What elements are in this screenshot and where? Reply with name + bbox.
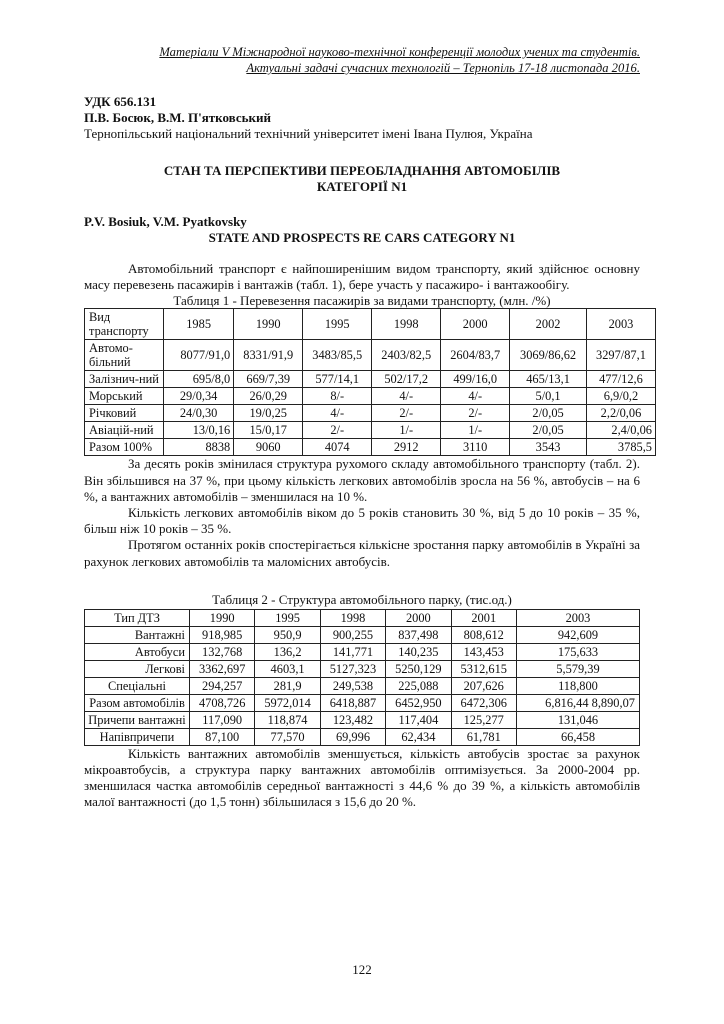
table-cell: 4074	[303, 439, 372, 456]
table-cell: 6,9/0,2	[586, 388, 655, 405]
english-title: STATE AND PROSPECTS RE CARS CATEGORY N1	[208, 230, 516, 245]
paragraph-car-age: Кількість легкових автомобілів віком до 5 років становить 30 %, від 5 до 10 років – 35 %, більш ніж 10 років – 35 %.	[84, 505, 640, 537]
table-cell: 3069/86,62	[510, 340, 587, 371]
table-cell: 5972,014	[255, 694, 320, 711]
header-cell: Тип ДТЗ	[85, 609, 190, 626]
table-cell: 5127,323	[320, 660, 385, 677]
table-cell: 837,498	[386, 626, 451, 643]
table-cell: 118,800	[516, 677, 639, 694]
table-cell: 950,9	[255, 626, 320, 643]
table-cell: 61,781	[451, 728, 516, 745]
authors: П.В. Босюк, В.М. П'ятковський	[84, 110, 271, 125]
table-cell: 2/0,05	[510, 422, 587, 439]
title-line-2: КАТЕГОРІЇ N1	[316, 179, 408, 194]
table-row	[85, 340, 656, 371]
table-cell: 3543	[510, 439, 587, 456]
table-row	[85, 388, 656, 405]
header-cell: 2002	[510, 309, 587, 340]
table-row	[85, 677, 640, 694]
row-label: Морський	[85, 388, 164, 405]
row-label: Автомо-більний	[85, 340, 164, 371]
header-cell: 1995	[303, 309, 372, 340]
table-cell: 2/-	[303, 422, 372, 439]
table-cell: 2,4/0,06	[586, 422, 655, 439]
table-cell: 1/-	[441, 422, 510, 439]
table-cell: 117,404	[386, 711, 451, 728]
header-line-2: Актуальні задачі сучасних технологій – Тернопіль 17-18 листопада 2016.	[246, 61, 640, 75]
table1-caption: Таблиця 1 - Перевезення пасажирів за видами транспорту, (млн. /%)	[173, 293, 551, 309]
table-cell: 6472,306	[451, 694, 516, 711]
table2-caption: Таблиця 2 - Структура автомобільного парку, (тис.од.)	[212, 591, 512, 607]
table-cell: 132,768	[190, 643, 255, 660]
table-cell: 175,633	[516, 643, 639, 660]
table-cell: 19/0,25	[234, 405, 303, 422]
table-cell: 8838	[164, 439, 234, 456]
table-cell: 502/17,2	[372, 371, 441, 388]
table-cell: 3362,697	[190, 660, 255, 677]
header-cell: 2000	[441, 309, 510, 340]
table-cell: 8331/91,9	[234, 340, 303, 371]
running-header	[84, 44, 640, 76]
table-cell: 118,874	[255, 711, 320, 728]
row-label: Річковий	[85, 405, 164, 422]
header-cell: 2001	[451, 609, 516, 626]
paragraph-fleet-growth: Протягом останніх років спостерігається кількісне зростання парку автомобілів в Україні за рахунок легкових автомобілів та маломісних автобусів.	[84, 537, 640, 569]
paragraph-intro: Автомобільний транспорт є найпоширенішим видом транспорту, який здійснює основну масу перевезень пасажирів і вантажів (табл. 1), бере участь у пасажиро- і вантажообігу.	[84, 261, 640, 293]
table-cell: 6452,950	[386, 694, 451, 711]
table-cell: 5,579,39	[516, 660, 639, 677]
table-header-row	[85, 609, 640, 626]
table-row	[85, 439, 656, 456]
paragraph-structure-change: За десять років змінилася структура рухомого складу автомобільного транспорту (табл. 2). Він збільшився на 37 %, при цьому кількість легкових автомобілів зросла на 56 %, автобусів – на 6 %, а вантажних автомобілів – зменшилася на 10 %.	[84, 456, 640, 504]
table-cell: 465/13,1	[510, 371, 587, 388]
row-label: Залізнич-ний	[85, 371, 164, 388]
table-cell: 24/0,30	[164, 405, 234, 422]
table-cell: 5/0,1	[510, 388, 587, 405]
row-label: Разом 100%	[85, 439, 164, 456]
table-cell: 3110	[441, 439, 510, 456]
paper-title	[84, 163, 640, 195]
header-cell: Вид транспорту	[85, 309, 164, 340]
table-cell: 6,816,44 8,890,07	[516, 694, 639, 711]
table-row	[85, 371, 656, 388]
table-cell: 4/-	[441, 388, 510, 405]
table-cell: 29/0,34	[164, 388, 234, 405]
table-vehicle-fleet	[84, 609, 640, 746]
table-cell: 8/-	[303, 388, 372, 405]
udk-code: УДК 656.131	[84, 94, 157, 109]
table-cell: 695/8,0	[164, 371, 234, 388]
table-cell: 131,046	[516, 711, 639, 728]
row-label: Спеціальні	[85, 677, 190, 694]
row-label: Легкові	[85, 660, 190, 677]
title-line-1: СТАН ТА ПЕРСПЕКТИВИ ПЕРЕОБЛАДНАННЯ АВТОМОБІЛІВ	[163, 163, 561, 178]
table-cell: 2/0,05	[510, 405, 587, 422]
table-cell: 87,100	[190, 728, 255, 745]
header-cell: 1998	[372, 309, 441, 340]
table-cell: 2,2/0,06	[586, 405, 655, 422]
table-cell: 2403/82,5	[372, 340, 441, 371]
table-cell: 499/16,0	[441, 371, 510, 388]
affiliation: Тернопільський національний технічний університет імені Івана Пулюя, Україна	[84, 126, 533, 141]
table-row	[85, 728, 640, 745]
row-label: Напівпричепи	[85, 728, 190, 745]
table-cell: 69,996	[320, 728, 385, 745]
table-row	[85, 711, 640, 728]
table-header-row	[85, 309, 656, 340]
table-cell: 9060	[234, 439, 303, 456]
table-row	[85, 405, 656, 422]
table-row	[85, 694, 640, 711]
row-label: Причепи вантажні	[85, 711, 190, 728]
header-cell: 1998	[320, 609, 385, 626]
table-cell: 4708,726	[190, 694, 255, 711]
table-cell: 5250,129	[386, 660, 451, 677]
table-cell: 123,482	[320, 711, 385, 728]
table-cell: 2604/83,7	[441, 340, 510, 371]
table-cell: 3483/85,5	[303, 340, 372, 371]
table-cell: 15/0,17	[234, 422, 303, 439]
table-cell: 5312,615	[451, 660, 516, 677]
table-cell: 140,235	[386, 643, 451, 660]
table-cell: 62,434	[386, 728, 451, 745]
table-cell: 4603,1	[255, 660, 320, 677]
table-cell: 669/7,39	[234, 371, 303, 388]
table-cell: 281,9	[255, 677, 320, 694]
table-cell: 4/-	[372, 388, 441, 405]
paragraph-fleet-structure: Кількість вантажних автомобілів зменшується, кількість автобусів зростає за рахунок мікроавтобусів, а структура парку вантажних автомобілів оптимізується. За 2000-2004 рр. зменшилася частка автомобілів середньої вантажності з 44,6 % до 39 %, а кількість автомобілів малої вантажності (до 1,5 тонн) збільшилася з 15,6 до 20 %.	[84, 745, 640, 810]
table-cell: 942,609	[516, 626, 639, 643]
header-cell: 2003	[586, 309, 655, 340]
table-cell: 2/-	[441, 405, 510, 422]
row-label: Автобуси	[85, 643, 190, 660]
table-row	[85, 626, 640, 643]
table-cell: 2/-	[372, 405, 441, 422]
table-passenger-transport	[84, 308, 656, 456]
header-cell: 1990	[234, 309, 303, 340]
header-cell: 1985	[164, 309, 234, 340]
table-cell: 207,626	[451, 677, 516, 694]
table-cell: 1/-	[372, 422, 441, 439]
table-cell: 6418,887	[320, 694, 385, 711]
table-cell: 13/0,16	[164, 422, 234, 439]
table-cell: 77,570	[255, 728, 320, 745]
header-cell: 1995	[255, 609, 320, 626]
table-row	[85, 660, 640, 677]
table-row	[85, 643, 640, 660]
table-cell: 294,257	[190, 677, 255, 694]
table-cell: 125,277	[451, 711, 516, 728]
table-cell: 136,2	[255, 643, 320, 660]
table-cell: 8077/91,0	[164, 340, 234, 371]
table-cell: 2912	[372, 439, 441, 456]
table-cell: 3785,5	[586, 439, 655, 456]
row-label: Авіацій-ний	[85, 422, 164, 439]
paper-page	[84, 44, 652, 811]
table-cell: 477/12,6	[586, 371, 655, 388]
row-label: Разом автомобілів	[85, 694, 190, 711]
english-authors: P.V. Bosiuk, V.M. Pyatkovsky	[84, 214, 247, 229]
table-cell: 577/14,1	[303, 371, 372, 388]
table-cell: 918,985	[190, 626, 255, 643]
table-cell: 117,090	[190, 711, 255, 728]
header-cell: 2000	[386, 609, 451, 626]
table-cell: 808,612	[451, 626, 516, 643]
table-cell: 225,088	[386, 677, 451, 694]
table-cell: 143,453	[451, 643, 516, 660]
table-cell: 141,771	[320, 643, 385, 660]
table-cell: 66,458	[516, 728, 639, 745]
table-cell: 900,255	[320, 626, 385, 643]
page-number: 122	[352, 962, 372, 977]
row-label: Вантажні	[85, 626, 190, 643]
table-cell: 3297/87,1	[586, 340, 655, 371]
header-line-1: Матеріали V Міжнародної науково-технічної конференції молодих учених та студентів.	[159, 45, 640, 59]
table-cell: 26/0,29	[234, 388, 303, 405]
table-row	[85, 422, 656, 439]
header-cell: 1990	[190, 609, 255, 626]
table-cell: 249,538	[320, 677, 385, 694]
table-cell: 4/-	[303, 405, 372, 422]
header-cell: 2003	[516, 609, 639, 626]
